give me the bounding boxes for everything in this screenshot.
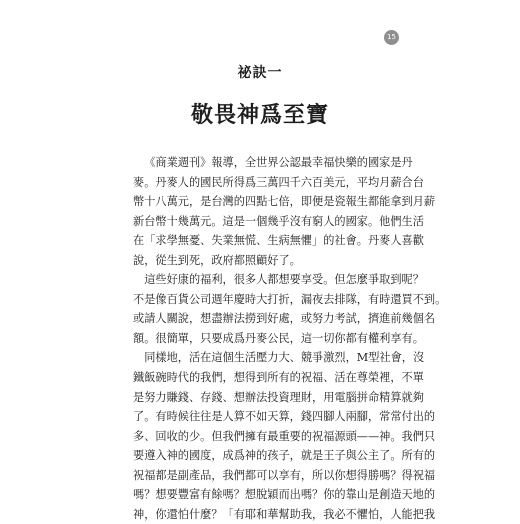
body-text [133, 153, 447, 524]
body-line: 同樣地，活在這個生活壓力大、競爭激烈，M型社會，沒 [144, 351, 425, 365]
body-line: 新台幣十幾萬元。這是一個幾乎沒有窮人的國家。他們生活 [133, 214, 424, 228]
body-line: 鐵飯碗時代的我們，想得到所有的祝福、活在尊榮裡，不單 [133, 371, 424, 385]
body-line: 不是像百貨公司週年慶時大打折，漏夜去排隊，有時還買不到。 [133, 292, 447, 306]
chapter-title: 敬畏神爲至寶 [190, 102, 329, 128]
body-line: 說，從生到死，政府都照顧好了。 [133, 253, 301, 267]
body-line: 多、回收的少。但我們擁有最重要的祝福源頭——神。我們只 [133, 429, 436, 443]
body-line: 《商業週刊》報導，全世界公認最幸福快樂的國家是丹 [144, 156, 413, 169]
body-line: 麥。丹麥人的國民所得爲三萬四千六百美元，平均月薪合台 [133, 175, 424, 189]
section-label: 祕訣一 [237, 65, 283, 81]
body-line: 或請人關說，想盡辦法撈到好處，或努力考試，擠進前幾個名 [133, 312, 436, 326]
body-line: 嗎？想要豐富有餘嗎？想脫穎而出嗎？你的靠山是創造天地的 [133, 488, 436, 502]
body-line: 額。很簡單，只要成爲丹麥公民，這一切你都有權利享有。 [133, 331, 424, 345]
body-line: 幣十八萬元，是台灣的四點七倍，即便是瓷報生都能拿到月薪 [133, 195, 436, 209]
body-line: 要遵入神的國度，成爲神的孩子，就是王子與公主了。所有的 [133, 449, 436, 463]
body-line: 這些好康的福利，很多人都想要享受。但怎麼爭取到呢？ [144, 273, 424, 287]
body-line: 是努力賺錢、存錢、想辦法投資理財，用電腦拼命精算就夠 [133, 390, 424, 404]
body-line: 祝福都是副產品，我們都可以享有，所以你想得勝嗎？得祝福 [133, 468, 436, 482]
body-line: 在「求學無憂、失業無慌、生病無懼」的社會。丹麥人喜歡 [133, 234, 424, 248]
body-line: 了。有時候往往是人算不如天算，錢四腳人兩腳，常常付出的 [133, 410, 436, 424]
page-number-badge: 15 [384, 30, 399, 45]
body-line: 神，你還怕什麼？「有耶和華幫助我，我必不懼怕，人能把我 [133, 507, 436, 521]
